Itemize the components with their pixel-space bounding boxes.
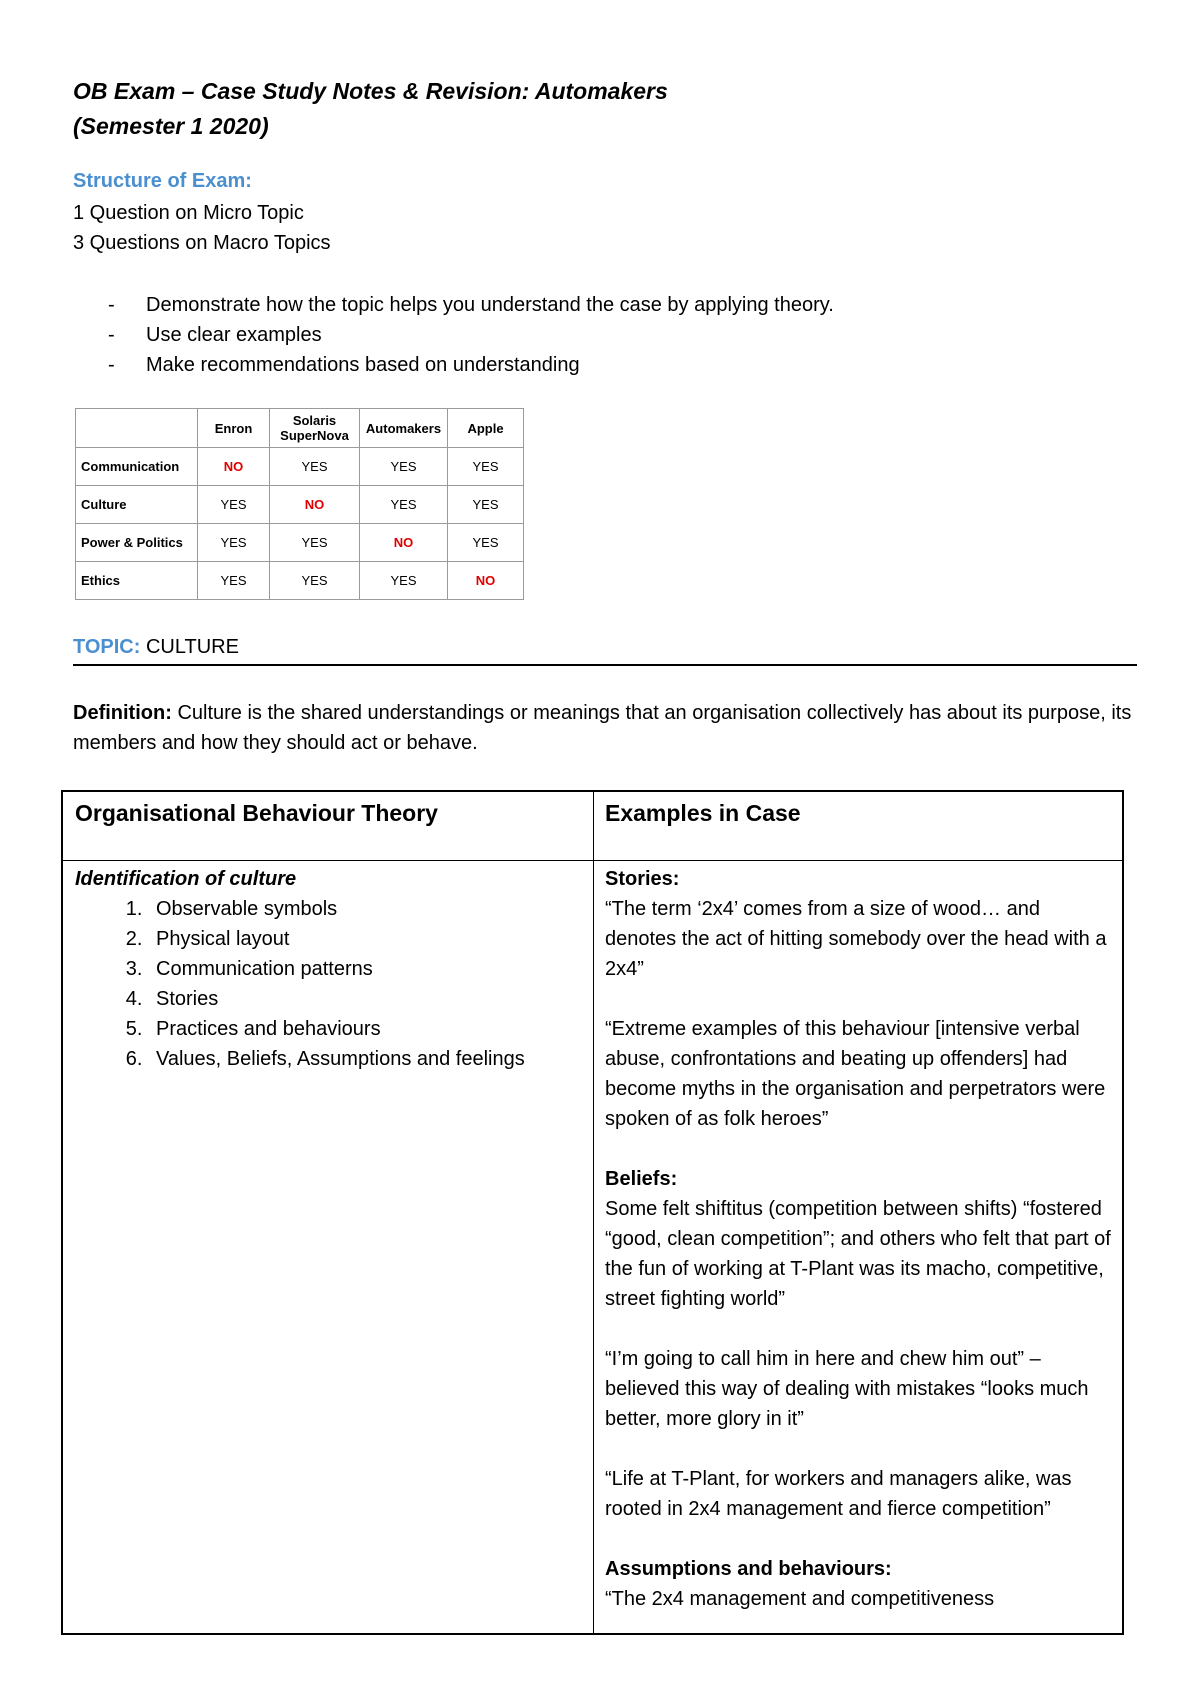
cell-value: YES: [448, 486, 524, 524]
definition-paragraph: [73, 698, 1143, 758]
structure-bullet-list: [73, 290, 834, 380]
structure-line-micro: 1 Question on Micro Topic: [73, 202, 304, 224]
cell-value: YES: [270, 448, 360, 486]
theory-subheading: Identification of culture: [75, 868, 297, 890]
column-divider: [593, 792, 594, 1633]
examples-column-header: Examples in Case: [605, 800, 801, 826]
cell-value: NO: [270, 486, 360, 524]
cell-value: YES: [360, 486, 448, 524]
table-row: [76, 486, 524, 524]
cell-value: YES: [270, 524, 360, 562]
row-label: Power & Politics: [76, 524, 198, 562]
topic-label: TOPIC:: [73, 636, 141, 658]
cell-value: YES: [198, 486, 270, 524]
list-item: 3. Communication patterns: [148, 954, 575, 984]
row-label: Ethics: [76, 562, 198, 600]
list-item: 6. Values, Beliefs, Assumptions and feelings: [148, 1044, 575, 1074]
column-header: Apple: [448, 409, 524, 448]
table-row: [76, 448, 524, 486]
cell-value: YES: [448, 448, 524, 486]
definition-label: Definition:: [73, 702, 172, 724]
assumptions-heading: Assumptions and behaviours:: [605, 1558, 892, 1580]
theory-column-header: Organisational Behaviour Theory: [75, 800, 438, 826]
theory-list: [75, 894, 575, 1074]
theory-cell: [75, 864, 575, 1074]
title-line-2: (Semester 1 2020): [73, 113, 269, 139]
cell-value: NO: [360, 524, 448, 562]
list-item: 4. Stories: [148, 984, 575, 1014]
case-coverage-table: [75, 408, 524, 600]
beliefs-heading: Beliefs:: [605, 1168, 678, 1190]
list-item: - Use clear examples: [73, 320, 834, 350]
examples-cell: [605, 864, 1115, 1614]
beliefs-quote-3: “Life at T-Plant, for workers and managers alike, was rooted in 2x4 management and fierce competition”: [605, 1468, 1072, 1520]
row-label: Communication: [76, 448, 198, 486]
list-item: 2. Physical layout: [148, 924, 575, 954]
cell-value: YES: [198, 562, 270, 600]
title-line-1: OB Exam – Case Study Notes & Revision: Automakers: [73, 78, 668, 104]
cell-value: YES: [270, 562, 360, 600]
topic-value: CULTURE: [145, 636, 239, 658]
definition-text: Culture is the shared understandings or meanings that an organisation collectively has about its purpose, its members and how they should act or behave.: [73, 702, 1132, 754]
stories-quote-1: “The term ‘2x4’ comes from a size of wood… and denotes the act of hitting somebody over the head with a 2x4”: [605, 898, 1107, 980]
table-row: [76, 524, 524, 562]
topic-divider: [73, 664, 1137, 666]
row-label: Culture: [76, 486, 198, 524]
header-divider: [63, 860, 1122, 861]
table-corner-cell: [76, 409, 198, 448]
topic-heading: [73, 636, 239, 659]
cell-value: YES: [448, 524, 524, 562]
cell-value: YES: [360, 562, 448, 600]
column-header: Automakers: [360, 409, 448, 448]
list-item: - Make recommendations based on understanding: [73, 350, 834, 380]
stories-heading: Stories:: [605, 868, 680, 890]
assumptions-quote-1: “The 2x4 management and competitiveness: [605, 1588, 995, 1610]
table-row: [76, 562, 524, 600]
table-header-row: [76, 409, 524, 448]
structure-heading: Structure of Exam:: [73, 170, 252, 192]
document-title: [73, 74, 668, 144]
list-item: - Demonstrate how the topic helps you understand the case by applying theory.: [73, 290, 834, 320]
cell-value: YES: [360, 448, 448, 486]
stories-quote-2: “Extreme examples of this behaviour [intensive verbal abuse, confrontations and beating up offenders] had become myths in the organisation and perpetrators were spoken of as folk heroes”: [605, 1018, 1106, 1130]
column-header: Solaris SuperNova: [270, 409, 360, 448]
list-item: 5. Practices and behaviours: [148, 1014, 575, 1044]
beliefs-quote-2: “I’m going to call him in here and chew him out” – believed this way of dealing with mistakes “looks much better, more glory in it”: [605, 1348, 1089, 1430]
cell-value: NO: [198, 448, 270, 486]
list-item: 1. Observable symbols: [148, 894, 575, 924]
column-header: Enron: [198, 409, 270, 448]
structure-line-macro: 3 Questions on Macro Topics: [73, 232, 331, 254]
beliefs-quote-1: Some felt shiftitus (competition between shifts) “fostered “good, clean competition”; and others who felt that part of the fun of working at T-Plant was its macho, competitive, street fighting world”: [605, 1198, 1111, 1310]
ob-theory-table: [61, 790, 1124, 1635]
cell-value: NO: [448, 562, 524, 600]
cell-value: YES: [198, 524, 270, 562]
